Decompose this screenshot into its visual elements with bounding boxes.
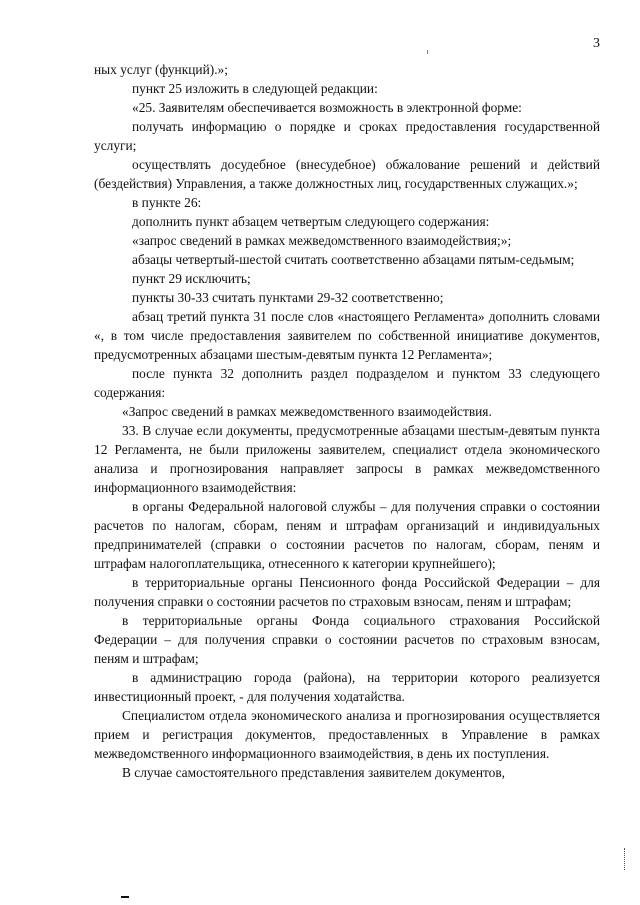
paragraph: «запрос сведений в рамках межведомственного взаимодействия;»; [132, 233, 512, 248]
paragraph: осуществлять досудебное (внесудебное) обжалование решений и действий (бездействия) Управления, а также должностных лиц, государственных служащих.»; [94, 157, 600, 191]
paragraph: абзацы четвертый-шестой считать соответственно абзацами пятым-седьмым; [132, 252, 575, 267]
paragraph: абзац третий пункта 31 после слов «настоящего Регламента» дополнить словами «, в том числе предоставления заявителем по собственной инициативе документов, предусмотренных абзацами шестым-девятым пункта 12 Регламента»; [94, 309, 600, 362]
paragraph: в территориальные органы Фонда социального страхования Российской Федерации – для получения справки о состоянии расчетов по страховым взносам, пеням и штрафам; [94, 613, 600, 666]
section-heading: «Запрос сведений в рамках межведомственного взаимодействия. [122, 404, 492, 419]
scan-edge-mark [624, 848, 627, 870]
scan-artifact-mark [427, 50, 428, 54]
paragraph: в пункте 26: [132, 195, 202, 210]
document-body [94, 60, 600, 782]
paragraph: в органы Федеральной налоговой службы – для получения справки о состоянии расчетов по налогам, сборам, пеням и штрафам организаций и индивидуальных предпринимателей (справки о состоянии расчетов по налогам, сборам, пеням и штрафам налогоплательщика, отнесенного к категории крупнейшего); [94, 499, 600, 571]
paragraph: в территориальные органы Пенсионного фонда Российской Федерации – для получения справки о состоянии расчетов по страховым взносам, пеням и штрафам; [94, 575, 600, 609]
paragraph: 33. В случае если документы, предусмотренные абзацами шестым-девятым пункта 12 Регламента, не были приложены заявителем, специалист отдела экономического анализа и прогнозирования направляет запросы в рамках межведомственного информационного взаимодействия: [94, 423, 600, 495]
paragraph: ных услуг (функций).»; [94, 62, 228, 77]
paragraph: пункты 30-33 считать пунктами 29-32 соответственно; [132, 290, 444, 305]
scan-dash-mark [121, 896, 129, 898]
paragraph: В случае самостоятельного представления заявителем документов, [122, 765, 506, 780]
paragraph: после пункта 32 дополнить раздел подразделом и пунктом 33 следующего содержания: [94, 366, 600, 400]
page-number: 3 [593, 36, 600, 51]
paragraph: пункт 25 изложить в следующей редакции: [132, 81, 378, 96]
paragraph: Специалистом отдела экономического анализа и прогнозирования осуществляется прием и регистрация документов, предоставленных в Управление в рамках межведомственного информационного взаимодействия, в день их поступления. [94, 708, 600, 761]
paragraph: «25. Заявителям обеспечивается возможность в электронной форме: [132, 100, 522, 115]
paragraph: дополнить пункт абзацем четвертым следующего содержания: [132, 214, 490, 229]
paragraph: пункт 29 исключить; [132, 271, 251, 286]
paragraph: в администрацию города (района), на территории которого реализуется инвестиционный проект, - для получения ходатайства. [94, 670, 600, 704]
paragraph: получать информацию о порядке и сроках предоставления государственной услуги; [94, 119, 600, 153]
